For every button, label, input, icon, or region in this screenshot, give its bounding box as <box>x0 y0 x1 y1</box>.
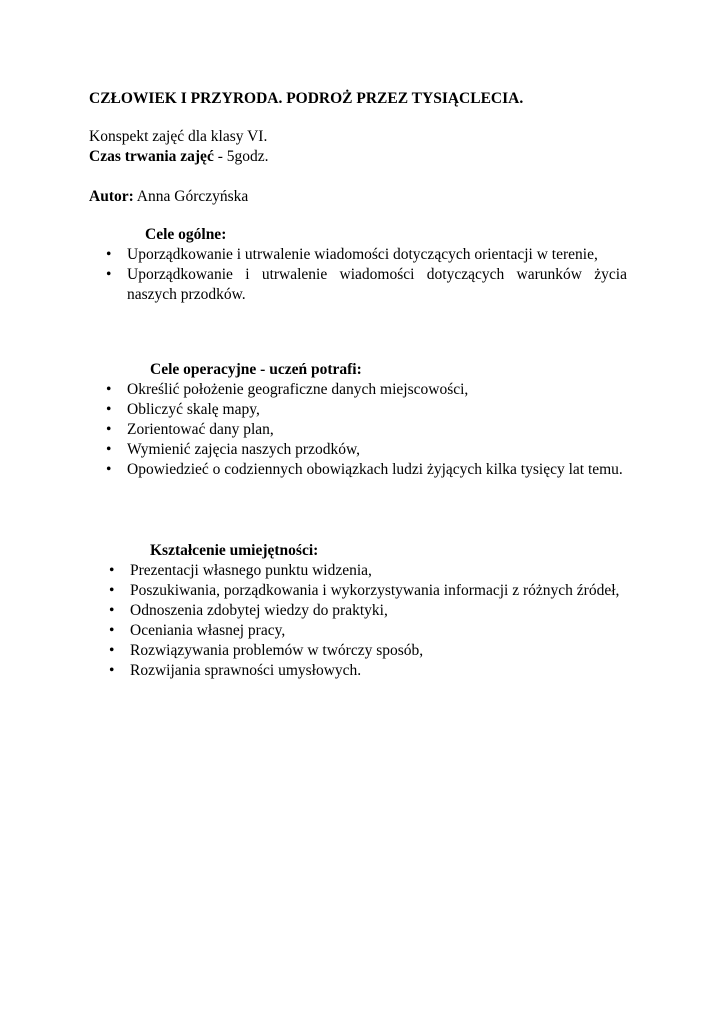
author-name: Anna Górczyńska <box>133 188 249 205</box>
list-item-text: Prezentacji własnego punktu widzenia, <box>130 562 372 579</box>
operational-goals-section <box>0 360 725 480</box>
class-line: Konspekt zajęć dla klasy VI. <box>89 128 268 145</box>
list-item <box>109 581 627 601</box>
general-goals-heading: Cele ogólne: <box>145 226 227 243</box>
general-goals-section <box>0 225 725 305</box>
bullet-icon: • <box>106 461 112 478</box>
list-item <box>109 561 627 581</box>
list-item <box>106 245 627 265</box>
bullet-icon: • <box>106 401 112 418</box>
bullet-icon: • <box>109 582 115 599</box>
bullet-icon: • <box>109 562 115 579</box>
author-label: Autor: <box>89 188 134 205</box>
bullet-icon: • <box>106 266 112 283</box>
skills-heading: Kształcenie umiejętności: <box>150 542 319 559</box>
document-title: CZŁOWIEK I PRZYRODA. PODROŻ PRZEZ TYSIĄCLECIA. <box>89 90 524 107</box>
list-item-text: Obliczyć skalę mapy, <box>127 401 260 418</box>
operational-goals-list <box>0 380 725 480</box>
list-item <box>106 420 632 440</box>
bullet-icon: • <box>106 441 112 458</box>
bullet-icon: • <box>109 642 115 659</box>
list-item <box>109 661 627 681</box>
list-item <box>106 400 632 420</box>
list-item-text: Odnoszenia zdobytej wiedzy do praktyki, <box>130 602 388 619</box>
list-item-text: Opowiedzieć o codziennych obowiązkach ludzi żyjących kilka tysięcy lat temu. <box>127 461 623 478</box>
list-item <box>106 460 632 480</box>
list-item-text: Uporządkowanie i utrwalenie wiadomości dotyczących orientacji w terenie, <box>127 246 598 263</box>
list-item-text: Poszukiwania, porządkowania i wykorzystywania informacji z różnych źródeł, <box>130 582 620 599</box>
list-item <box>106 265 627 305</box>
duration-label: Czas trwania zajęć <box>89 148 214 165</box>
skills-list <box>0 561 725 681</box>
list-item-text: Rozwijania sprawności umysłowych. <box>130 662 362 679</box>
bullet-icon: • <box>109 602 115 619</box>
bullet-icon: • <box>106 381 112 398</box>
list-item-text: Oceniania własnej pracy, <box>130 622 286 639</box>
skills-section <box>0 541 725 681</box>
list-item <box>109 641 627 661</box>
list-item <box>109 621 627 641</box>
list-item-text: Określić położenie geograficzne danych miejscowości, <box>127 381 469 398</box>
general-goals-list <box>0 245 725 305</box>
list-item-text: Wymienić zajęcia naszych przodków, <box>127 441 361 458</box>
list-item <box>106 440 632 460</box>
bullet-icon: • <box>106 246 112 263</box>
author-line <box>89 187 248 207</box>
bullet-icon: • <box>109 662 115 679</box>
bullet-icon: • <box>109 622 115 639</box>
bullet-icon: • <box>106 421 112 438</box>
list-item-text: Uporządkowanie i utrwalenie wiadomości dotyczących warunków życia naszych przodków. <box>127 266 627 303</box>
list-item-text: Zorientować dany plan, <box>127 421 274 438</box>
operational-goals-heading: Cele operacyjne - uczeń potrafi: <box>150 361 362 378</box>
duration-line <box>89 147 269 167</box>
duration-value: - 5godz. <box>213 148 269 165</box>
list-item-text: Rozwiązywania problemów w twórczy sposób, <box>130 642 424 659</box>
document-meta <box>89 127 269 167</box>
list-item <box>109 601 627 621</box>
list-item <box>106 380 632 400</box>
